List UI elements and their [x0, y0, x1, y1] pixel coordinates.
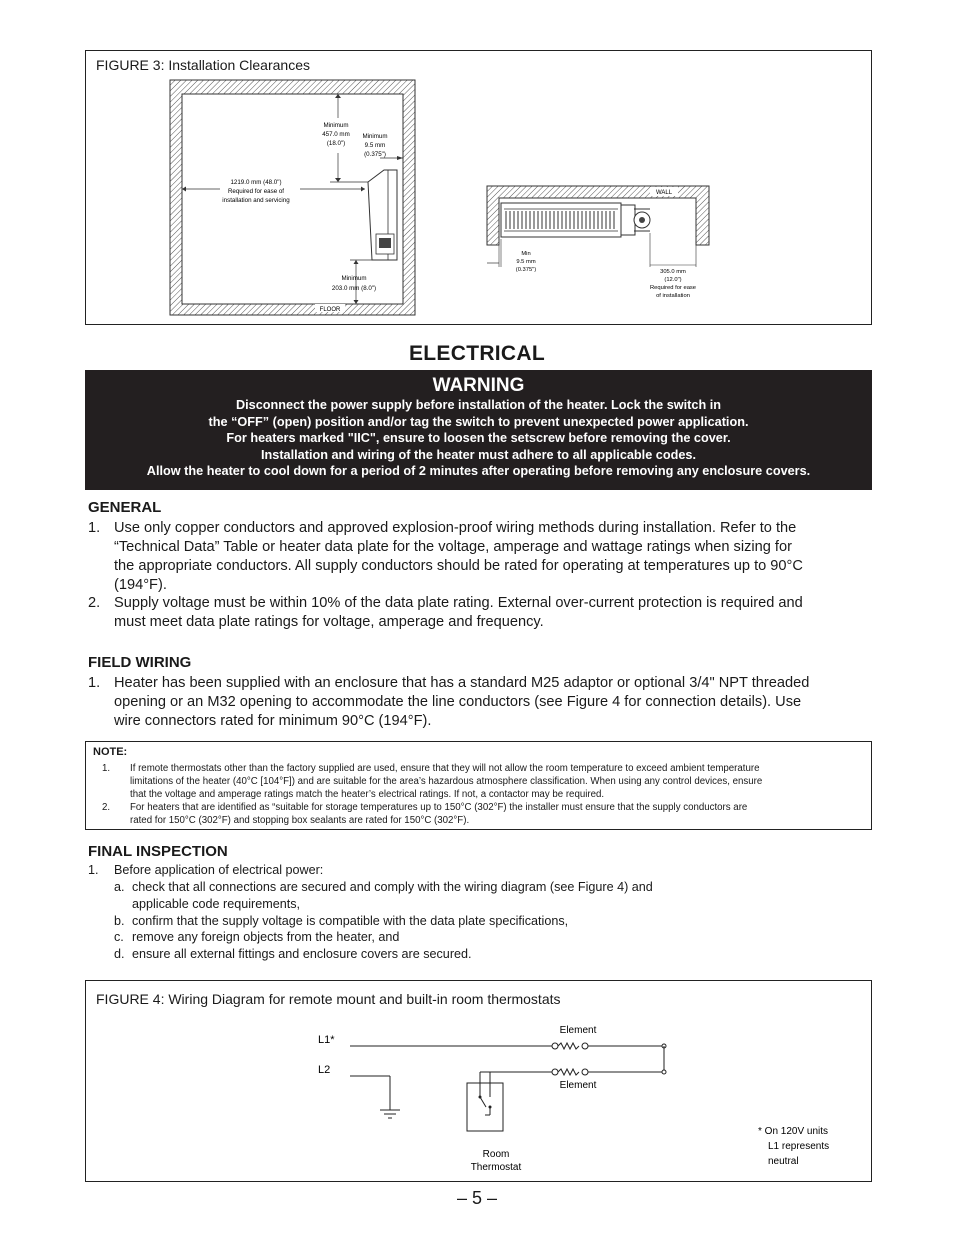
svg-text:203.0 mm (8.0"): 203.0 mm (8.0") — [331, 285, 377, 292]
warning-line: Allow the heater to cool down for a period of 2 minutes after operating before removing any enclosure covers. — [146, 464, 811, 479]
note-box — [85, 741, 872, 830]
l1-label: L1* — [318, 1034, 335, 1046]
thermostat-label: Thermostat — [470, 1162, 522, 1173]
warning-line: For heaters marked "IIC", ensure to loosen the setscrew before removing the cover. — [226, 431, 731, 446]
svg-text:Required for ease of: Required for ease of — [227, 188, 285, 195]
element-top-label: Element — [559, 1025, 597, 1036]
list-line: (194°F). — [114, 577, 167, 593]
list-line: opening or an M32 opening to accommodate the line conductors (see Figure 4 for connection details). Use — [114, 694, 802, 710]
list-line: If remote thermostats other than the factory supplied are used, ensure that they will not allow the room temperature to exceed ambient temperature — [130, 763, 760, 774]
section-title: ELECTRICAL — [409, 342, 545, 365]
list-line: that the voltage and amperage ratings match the heater’s electrical ratings. If not, a contactor may be required. — [130, 789, 605, 800]
svg-text:457.0 mm: 457.0 mm — [322, 131, 350, 138]
list-line: Heater has been supplied with an enclosure that has a standard M25 adaptor or optional 3/4" NPT threaded — [114, 675, 810, 691]
list-line: rated for 150°C (302°F) and stopping box sealants are rated for 150°C (302°F). — [130, 815, 470, 826]
list-letter: c. — [114, 930, 124, 944]
field-wiring-heading: FIELD WIRING — [88, 654, 192, 671]
list-line: the appropriate conductors. All supply conductors should be rated for operating at temperatures up to 90°C — [114, 558, 803, 574]
list-line: “Technical Data” Table or heater data plate for the voltage, amperage and wattage ratings when sizing for — [114, 539, 792, 555]
svg-text:Minimum: Minimum — [362, 133, 388, 140]
warning-line: Disconnect the power supply before installation of the heater. Lock the switch in — [235, 398, 722, 412]
list-number: 2. — [102, 802, 111, 813]
figure-3-title: FIGURE 3: Installation Clearances — [96, 57, 310, 73]
svg-text:Required for ease: Required for ease — [649, 285, 697, 291]
list-line: must meet data plate ratings for voltage, amperage and frequency. — [114, 614, 544, 630]
warning-box — [85, 370, 872, 490]
list-line: limitations of the heater (40°C [104°F]) and are suitable for the area’s hazardous atmosphere classification. When using any control devices, ensure — [130, 776, 763, 787]
svg-text:1219.0 mm (48.0"): 1219.0 mm (48.0") — [230, 179, 282, 186]
list-line: Before application of electrical power: — [114, 863, 324, 877]
top-clearance-diagram — [484, 183, 714, 308]
list-line: ensure all external fittings and enclosure covers are secured. — [132, 947, 472, 961]
svg-text:Min: Min — [521, 251, 531, 257]
footnote-line: neutral — [768, 1156, 799, 1167]
list-number: 1. — [88, 520, 101, 536]
list-number: 1. — [102, 763, 111, 774]
general-heading: GENERAL — [88, 499, 162, 516]
room-label: Room — [482, 1149, 510, 1160]
general-item-2 — [88, 594, 873, 632]
svg-text:(0.375"): (0.375") — [515, 267, 537, 273]
side-clearance-diagram — [160, 78, 422, 318]
svg-text:305.0 mm: 305.0 mm — [660, 269, 686, 275]
svg-text:FLOOR: FLOOR — [319, 307, 341, 313]
wiring-diagram — [300, 1015, 860, 1177]
general-item-1 — [88, 519, 873, 595]
list-line: Supply voltage must be within 10% of the data plate rating. External over-current protection is required and — [114, 595, 803, 611]
l2-label: L2 — [318, 1064, 331, 1076]
list-line: applicable code requirements, — [132, 897, 301, 911]
svg-text:9.5 mm: 9.5 mm — [516, 259, 536, 265]
list-number: 1. — [88, 675, 101, 691]
list-line: confirm that the supply voltage is compatible with the data plate specifications, — [132, 914, 569, 928]
warning-title: WARNING — [432, 375, 525, 396]
svg-text:(18.0"): (18.0") — [326, 140, 346, 147]
page-number: – 5 – — [456, 1188, 498, 1208]
list-line: Use only copper conductors and approved explosion-proof wiring methods during installation. Refer to the — [114, 520, 797, 536]
svg-text:Minimum: Minimum — [341, 275, 367, 282]
list-letter: d. — [114, 947, 125, 961]
list-number: 2. — [88, 595, 101, 611]
list-line: wire connectors rated for minimum 90°C (194°F). — [114, 713, 432, 729]
svg-text:(12.0"): (12.0") — [664, 277, 682, 283]
svg-text:(0.375"): (0.375") — [364, 151, 386, 158]
list-line: For heaters that are identified as “suitable for storage temperatures up to 150°C (302°F) the installer must ensure that the supply conductors are — [130, 802, 748, 813]
footnote-line: L1 represents — [768, 1141, 830, 1152]
warning-line: the “OFF” (open) position and/or tag the switch to prevent unexpected power application. — [208, 414, 749, 429]
field-wiring-item-1 — [88, 674, 873, 731]
list-letter: b. — [114, 914, 125, 928]
element-bottom-label: Element — [559, 1080, 597, 1091]
svg-text:WALL: WALL — [655, 190, 673, 196]
note-heading: NOTE: — [93, 746, 128, 758]
svg-text:of installation: of installation — [656, 293, 690, 299]
list-line: check that all connections are secured and comply with the wiring diagram (see Figure 4) and — [132, 880, 653, 894]
svg-text:9.5 mm: 9.5 mm — [364, 142, 386, 149]
list-letter: a. — [114, 880, 125, 894]
final-inspection-heading: FINAL INSPECTION — [88, 843, 228, 860]
list-line: remove any foreign objects from the heater, and — [132, 930, 400, 944]
svg-text:Minimum: Minimum — [323, 122, 349, 129]
list-number: 1. — [88, 863, 99, 877]
figure-4-title: FIGURE 4: Wiring Diagram for remote mount and built-in room thermostats — [96, 991, 561, 1007]
warning-line: Installation and wiring of the heater must adhere to all applicable codes. — [261, 447, 696, 462]
footnote-line: * On 120V units — [758, 1126, 829, 1137]
svg-text:installation and servicing: installation and servicing — [222, 197, 290, 204]
